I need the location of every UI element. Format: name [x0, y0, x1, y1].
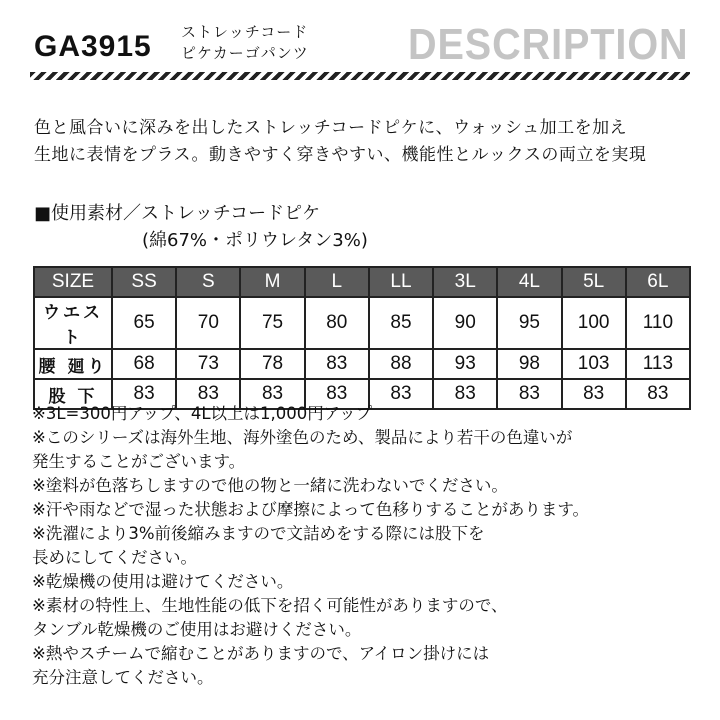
table-cell: 73 — [176, 349, 240, 379]
note-line: 長めにしてください。 — [32, 548, 197, 567]
table-cell: 75 — [240, 297, 304, 349]
table-cell: 78 — [240, 349, 304, 379]
note-line: 充分注意してください。 — [32, 668, 214, 687]
table-cell: 110 — [626, 297, 690, 349]
table-cell: 83 — [112, 379, 176, 409]
table-cell: 70 — [176, 297, 240, 349]
table-cell: 113 — [626, 349, 690, 379]
intro-line2: 生地に表情をプラス。動きやすく穿きやすい、機能性とルックスの両立を実現 — [34, 145, 647, 165]
table-cell: 68 — [112, 349, 176, 379]
note-line: ※汗や雨などで湿った状態および摩擦によって色移りすることがあります。 — [32, 500, 590, 519]
size-header-cell: L — [305, 267, 369, 297]
product-name — [181, 22, 309, 64]
table-cell: 83 — [176, 379, 240, 409]
size-header-cell: 5L — [562, 267, 626, 297]
note-line: ※乾燥機の使用は避けてください。 — [32, 572, 294, 591]
size-header-cell: 3L — [433, 267, 497, 297]
table-cell: 103 — [562, 349, 626, 379]
intro-line1: 色と風合いに深みを出したストレッチコードピケに、ウォッシュ加工を加え — [34, 118, 628, 138]
note-line: ※塗料が色落ちしますので他の物と一緒に洗わないでください。 — [32, 476, 508, 495]
note-line: ※このシリーズは海外生地、海外塗色のため、製品により若干の色違いが — [32, 428, 573, 447]
note-line: ※洗濯により3%前後縮みますので文詰めをする際には股下を — [32, 524, 485, 543]
size-table — [33, 266, 691, 410]
size-header-cell: 4L — [497, 267, 561, 297]
row-label: 股 下 — [34, 379, 112, 409]
note-line: 発生することがございます。 — [32, 452, 246, 471]
material-line1: ■使用素材／ストレッチコードピケ — [34, 203, 321, 224]
header — [0, 0, 720, 90]
table-cell: 83 — [626, 379, 690, 409]
material-info — [34, 200, 368, 254]
size-header-cell: M — [240, 267, 304, 297]
row-label: ウエスト — [34, 297, 112, 349]
table-cell: 65 — [112, 297, 176, 349]
table-cell: 83 — [497, 379, 561, 409]
table-row — [34, 297, 690, 349]
size-header-cell: 6L — [626, 267, 690, 297]
note-line: ※素材の特性上、生地性能の低下を招く可能性がありますので、 — [32, 596, 508, 615]
table-cell: 93 — [433, 349, 497, 379]
product-name-line1: ストレッチコード — [181, 23, 309, 41]
table-cell: 80 — [305, 297, 369, 349]
table-cell: 85 — [369, 297, 433, 349]
table-cell: 83 — [305, 379, 369, 409]
table-cell: 90 — [433, 297, 497, 349]
striped-divider — [30, 72, 690, 80]
table-cell: 83 — [433, 379, 497, 409]
notes-list — [32, 402, 589, 690]
table-cell: 83 — [305, 349, 369, 379]
table-cell: 100 — [562, 297, 626, 349]
section-title: DESCRIPTION — [408, 20, 689, 69]
material-line2: (綿67%・ポリウレタン3%) — [142, 230, 368, 251]
size-header-cell: S — [176, 267, 240, 297]
table-cell: 98 — [497, 349, 561, 379]
table-row — [34, 349, 690, 379]
note-line: ※3L=300円アップ、4L以上は1,000円アップ — [32, 404, 373, 423]
size-header-cell: SS — [112, 267, 176, 297]
table-cell: 88 — [369, 349, 433, 379]
size-header-cell: SIZE — [34, 267, 112, 297]
intro-text — [34, 115, 646, 169]
table-cell: 83 — [562, 379, 626, 409]
table-cell: 83 — [369, 379, 433, 409]
size-header-cell: LL — [369, 267, 433, 297]
product-name-line2: ピケカーゴパンツ — [181, 44, 309, 62]
table-cell: 95 — [497, 297, 561, 349]
row-label: 腰 廻り — [34, 349, 112, 379]
note-line: タンブル乾燥機のご使用はお避けください。 — [32, 620, 362, 639]
product-code: GA3915 — [34, 30, 152, 63]
table-cell: 83 — [240, 379, 304, 409]
size-header-row — [34, 267, 690, 297]
note-line: ※熱やスチームで縮むことがありますので、アイロン掛けには — [32, 644, 490, 663]
